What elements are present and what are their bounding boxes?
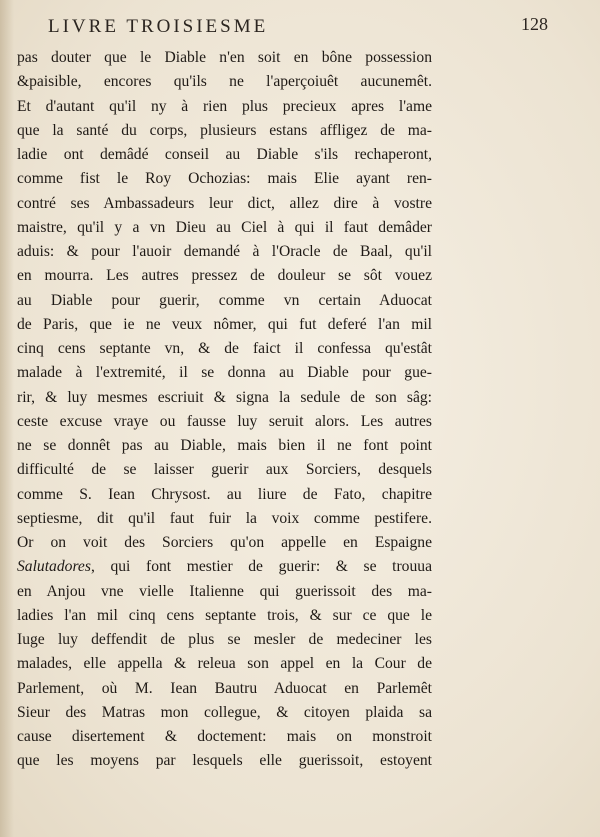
text-line: ladie ont demâdé conseil au Diable s'ils rechaperont, [17,146,432,163]
text-line: que les moyens par lesquels elle guerissoit, estoyent [17,752,432,770]
text-line: au Diable pour guerir, comme vn certain Aduocat [17,291,432,309]
text-line: contré ses Ambassadeurs leur dict, allez dire à vostre [17,194,432,212]
text-line: de Paris, que ie ne veux nômer, qui fut deferé l'an mil [17,315,432,333]
text-line: ladies l'an mil cinq cens septante trois, & sur ce que le [17,606,432,624]
text-line: en mourra. Les autres pressez de douleur se sôt vouez [17,267,432,285]
text-line: aduis: & pour l'auoir demandé à l'Oracle de Baal, qu'il [17,243,432,260]
text-line: &paisible, encores qu'ils ne l'aperçoiuêt aucunemêt. [17,73,432,91]
text-line: pas douter que le Diable n'en soit en bône possession [17,49,432,66]
text-line: ne se donnêt pas au Diable, mais bien il ne font point [17,437,432,454]
text-line: malade à l'extremité, il se donna au Diable pour gue- [17,364,432,382]
text-line: malades, elle appella & releua son appel en la Cour de [17,655,432,673]
text-line: que la santé du corps, plusieurs estans affligez de ma- [17,121,432,139]
text-line: maistre, qu'il y a vn Dieu au Ciel à qui il faut demâder [17,218,432,236]
page-number: 128 [521,14,548,34]
text-line: Sieur des Matras mon collegue, & citoyen plaida sa [17,703,432,721]
text-line: cause disertement & doctement: mais on monstroit [17,728,432,745]
page-header [48,6,576,42]
body-text [17,46,432,774]
text-line: difficulté de se laisser guerir aux Sorciers, desquels [17,461,432,479]
text-line: Parlement, où M. Iean Bautru Aduocat en Parlemêt [17,679,432,697]
text-line: septiesme, dit qu'il faut fuir la voix comme pestifere. [17,509,432,527]
text-line: Or on voit des Sorciers qu'on appelle en Espaigne [17,534,432,551]
text-line: comme S. Iean Chrysost. au liure de Fato, chapitre [17,485,432,503]
text-line: rir, & luy mesmes escriuit & signa la sedule de son sâg: [17,388,432,406]
text-line: cinq cens septante vn, & de faict il confessa qu'estât [17,340,432,357]
text-line: Iuge luy deffendit de plus se mesler de medeciner les [17,631,432,648]
text-line: ceste excuse vraye ou fausse luy seruit alors. Les autres [17,412,432,430]
text-line-italic-start: Salutadores, qui font mestier de guerir: & se trouua [17,558,432,576]
text-line: en Anjou vne vielle Italienne qui guerissoit des ma- [17,582,432,600]
text-line: Et d'autant qu'il ny à rien plus precieux apres l'ame [17,97,432,115]
page-gutter-shadow [0,0,14,837]
text-line: comme fist le Roy Ochozias: mais Elie ayant ren- [17,170,432,188]
running-head: LIVRE TROISIESME [48,16,269,37]
